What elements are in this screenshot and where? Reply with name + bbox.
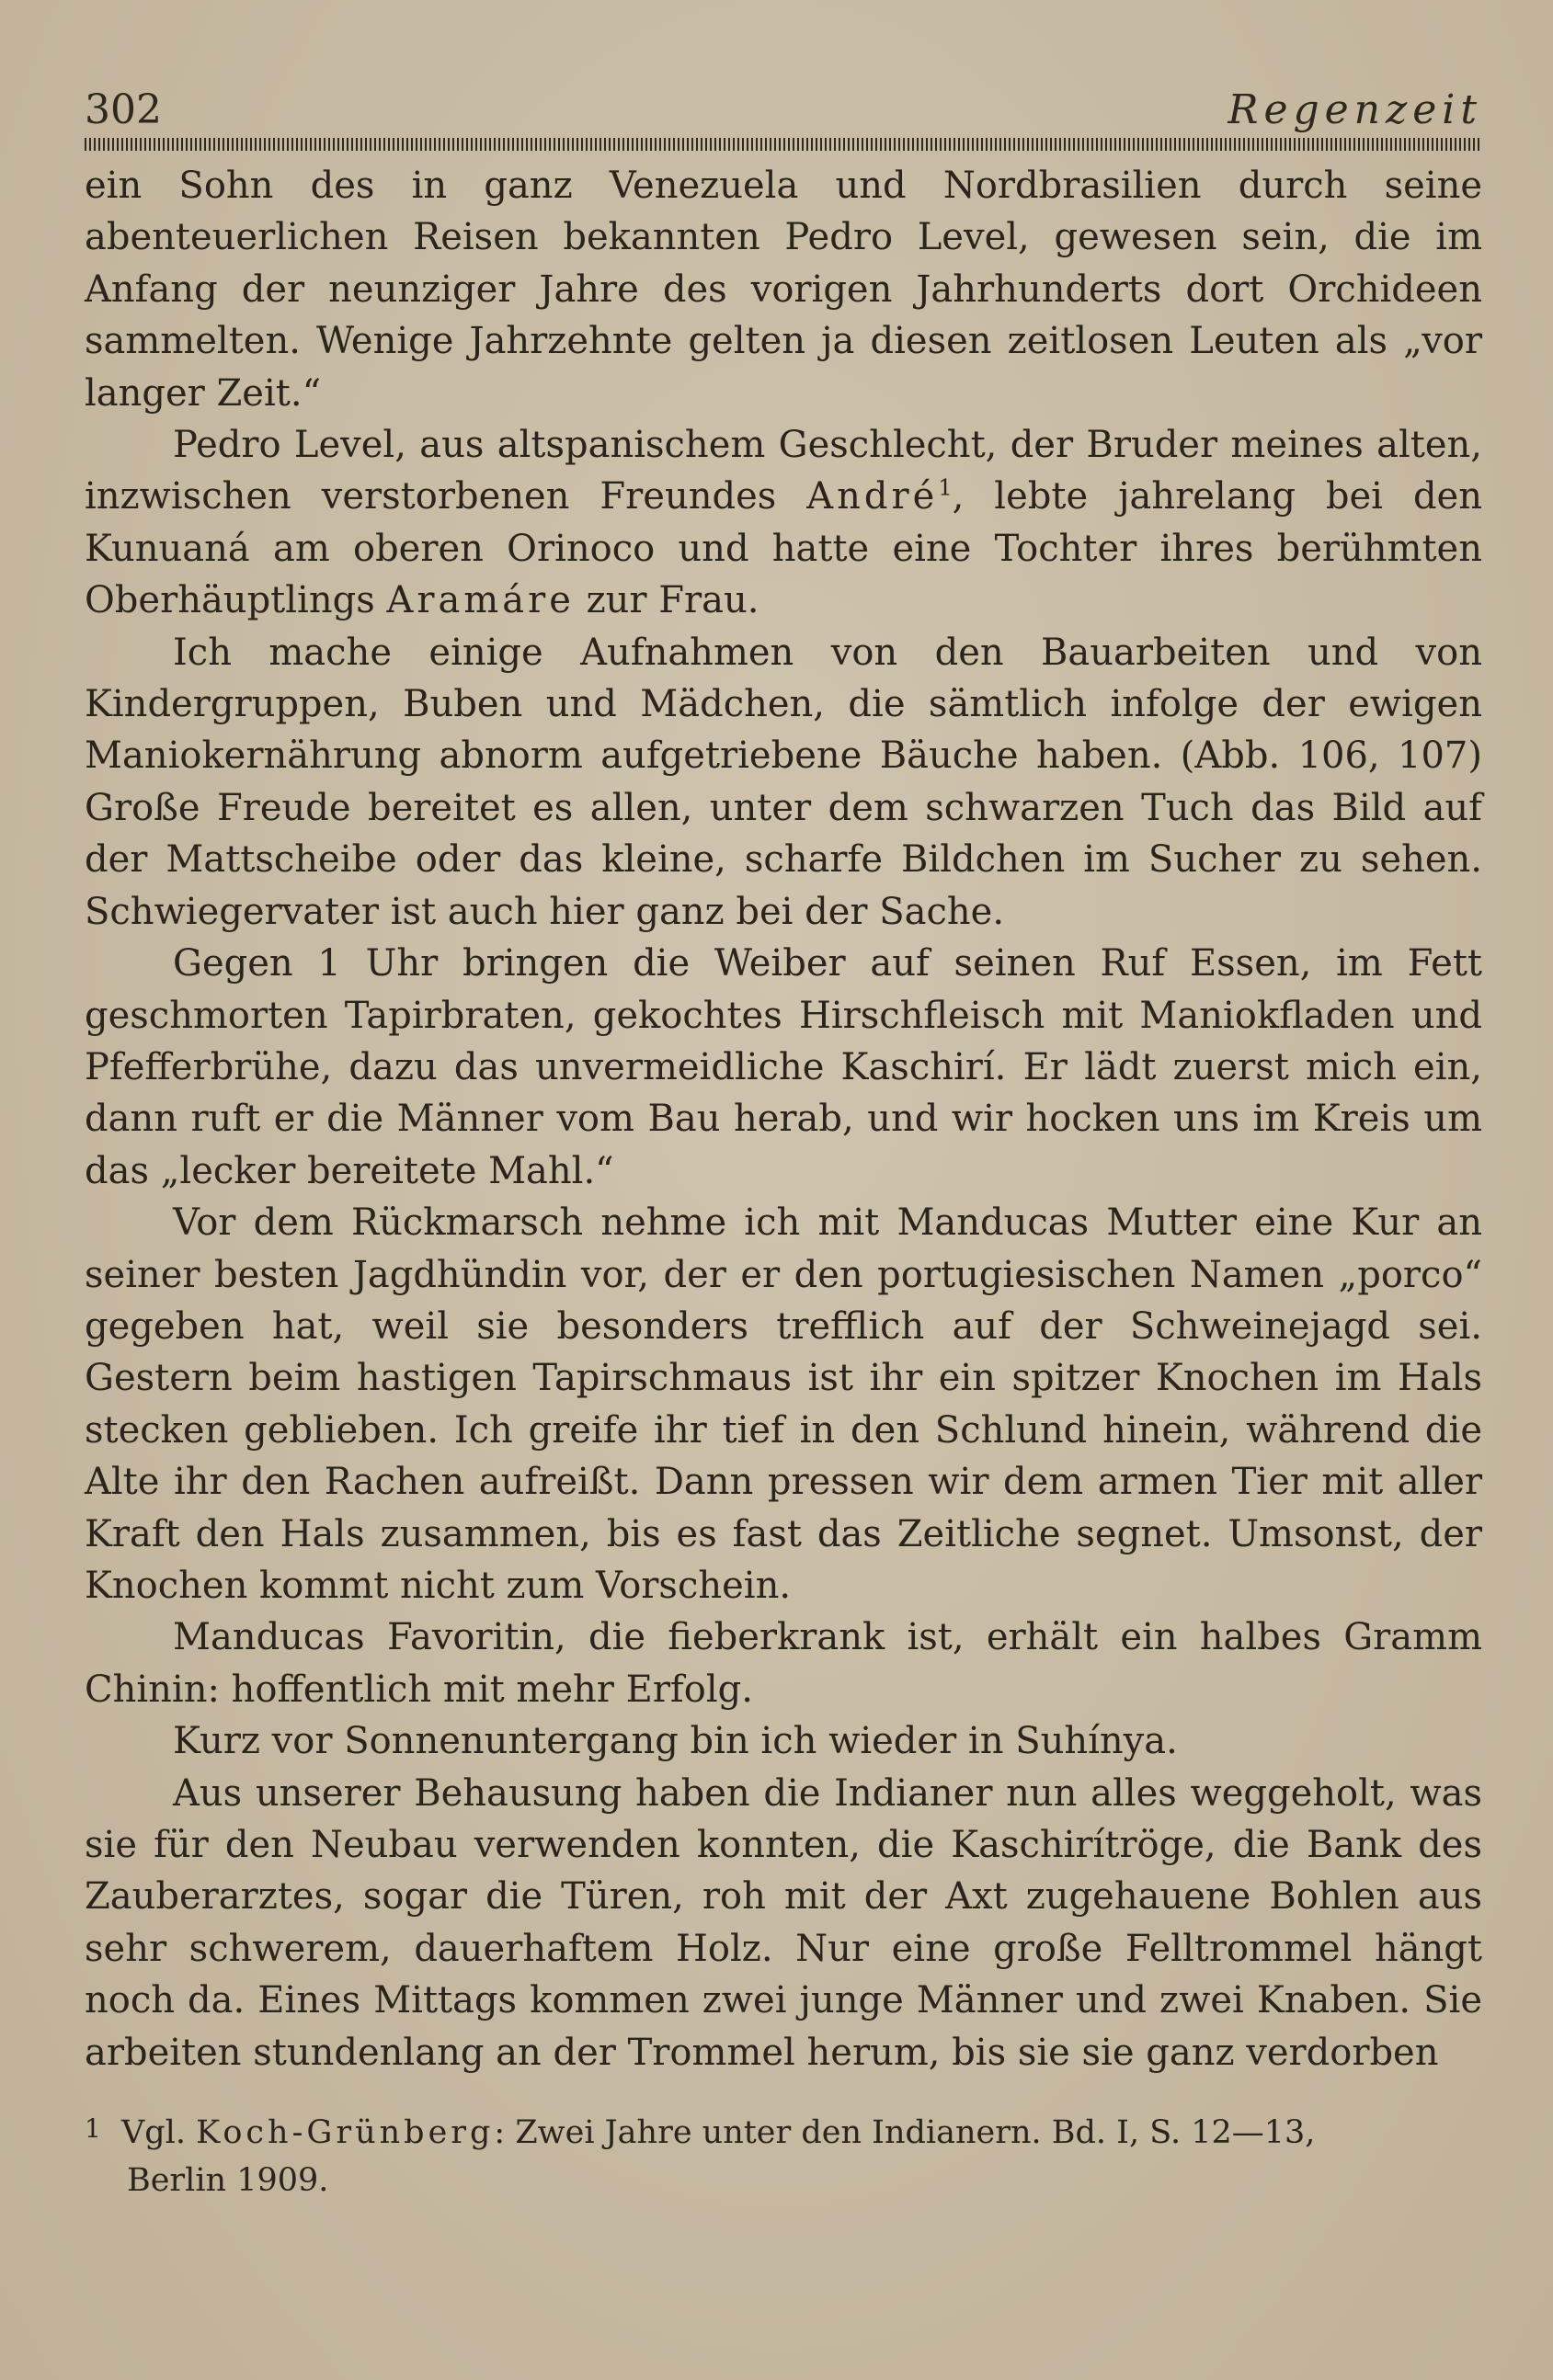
body-text bbox=[85, 160, 1482, 2078]
page-header bbox=[85, 83, 1482, 138]
paragraph-text: Gegen 1 Uhr bringen die Weiber auf seinen Ruf Essen, im Fett geschmorten Tapirbraten, gekochtes Hirschfleisch mit Maniokfladen und Pfefferbrühe, dazu das unvermeidliche Kaschirí. Er lädt zuerst mich ein, dann ruft er die Männer vom Bau herab, und wir hocken uns im Kreis um das „lecker bereitete Mahl.“ bbox=[85, 942, 1482, 1192]
header-rule bbox=[85, 138, 1482, 151]
paragraph-text: ein Sohn des in ganz Venezuela und Nordbrasilien durch seine abenteuerlichen Reisen bekannten Pedro Level, gewesen sein, die im Anfang der neunziger Jahre des vorigen Jahrhunderts dort Orchideen sammelten. Wenige Jahrzehnte gelten ja diesen zeitlosen Leuten als „vor langer Zeit.“ bbox=[85, 165, 1482, 415]
paragraph-6 bbox=[85, 1611, 1482, 1715]
paragraph-3 bbox=[85, 627, 1482, 938]
footnote-reference: 1 bbox=[938, 475, 953, 502]
paragraph-5 bbox=[85, 1197, 1482, 1611]
paragraph-text: Vor dem Rückmarsch nehme ich mit Manducas Mutter eine Kur an seiner besten Jagdhündin vor, der er den portugiesischen Namen „porco“ gegeben hat, weil sie besonders trefflich auf der Schweinejagd sei. Gestern beim hastigen Tapirschmaus ist ihr ein spitzer Knochen im Hals stecken geblieben. Ich greife ihr tief in den Schlund hinein, während die Alte ihr den Rachen aufreißt. Dann pressen wir dem armen Tier mit aller Kraft den Hals zusammen, bis es fast das Zeitliche segnet. Umsonst, der Knochen kommt nicht zum Vorschein. bbox=[85, 1201, 1482, 1607]
paragraph-7 bbox=[85, 1715, 1482, 1767]
footnote-text-after: : Zwei Jahre unter den Indianern. Bd. I, S. 12—13, bbox=[494, 2114, 1316, 2151]
footnote-author: Koch-Grünberg bbox=[196, 2114, 495, 2151]
paragraph-text: Aus unserer Behausung haben die Indianer nun alles weggeholt, was sie für den Neubau verwenden konnten, die Kaschirítröge, die Bank des Zauberarztes, sogar die Türen, roh mit der Axt zugehauene Bohlen aus sehr schwerem, dauerhaftem Holz. Nur eine große Felltrommel hängt noch da. Eines Mittags kommen zwei junge Männer und zwei Knaben. Sie arbeiten stundenlang an der Trommel herum, bis sie sie ganz verdorben bbox=[85, 1771, 1482, 2074]
paragraph-8 bbox=[85, 1768, 1482, 2078]
paragraph-4 bbox=[85, 938, 1482, 1197]
page-number: 302 bbox=[85, 86, 162, 133]
paragraph-text: Manducas Favoritin, die fieberkrank ist, erhält ein halbes Gramm Chinin: hoffentlich mit mehr Erfolg. bbox=[85, 1616, 1482, 1711]
paragraph-text: Ich mache einige Aufnahmen von den Bauarbeiten und von Kindergruppen, Buben und Mädchen, die sämtlich infolge der ewigen Maniokernährung abnorm aufgetriebene Bäuche haben. (Abb. 106, 107) Große Freude bereitet es allen, unter dem schwarzen Tuch das Bild auf der Mattscheibe oder das kleine, scharfe Bildchen im Sucher zu sehen. Schwiegervater ist auch hier ganz bei der Sache. bbox=[85, 631, 1482, 933]
paragraph-1 bbox=[85, 160, 1482, 419]
paragraph-text-before: Pedro Level, aus altspanischem Geschlecht, der Bruder meines alten, inzwischen verstorbenen Freundes bbox=[85, 424, 1482, 518]
running-title: Regenzeit bbox=[1228, 86, 1482, 133]
footnote bbox=[85, 2105, 1482, 2204]
footnote-text-before: Vgl. bbox=[121, 2114, 197, 2151]
spaced-name-aramare: Aramáre bbox=[386, 579, 575, 622]
paragraph-text-after: , lebte jahrelang bei den Kunuaná am oberen Orinoco und hatte eine Tochter ihres berühmten Oberhäuptlings bbox=[85, 475, 1482, 622]
paragraph-text-end: zur Frau. bbox=[574, 579, 759, 622]
spaced-name-andre: André bbox=[806, 475, 939, 518]
paragraph-2 bbox=[85, 419, 1482, 627]
footnote-continuation: Berlin 1909. bbox=[127, 2162, 329, 2199]
paragraph-text: Kurz vor Sonnenuntergang bin ich wieder in Suhínya. bbox=[173, 1720, 1178, 1763]
footnote-number: 1 bbox=[85, 2113, 101, 2144]
